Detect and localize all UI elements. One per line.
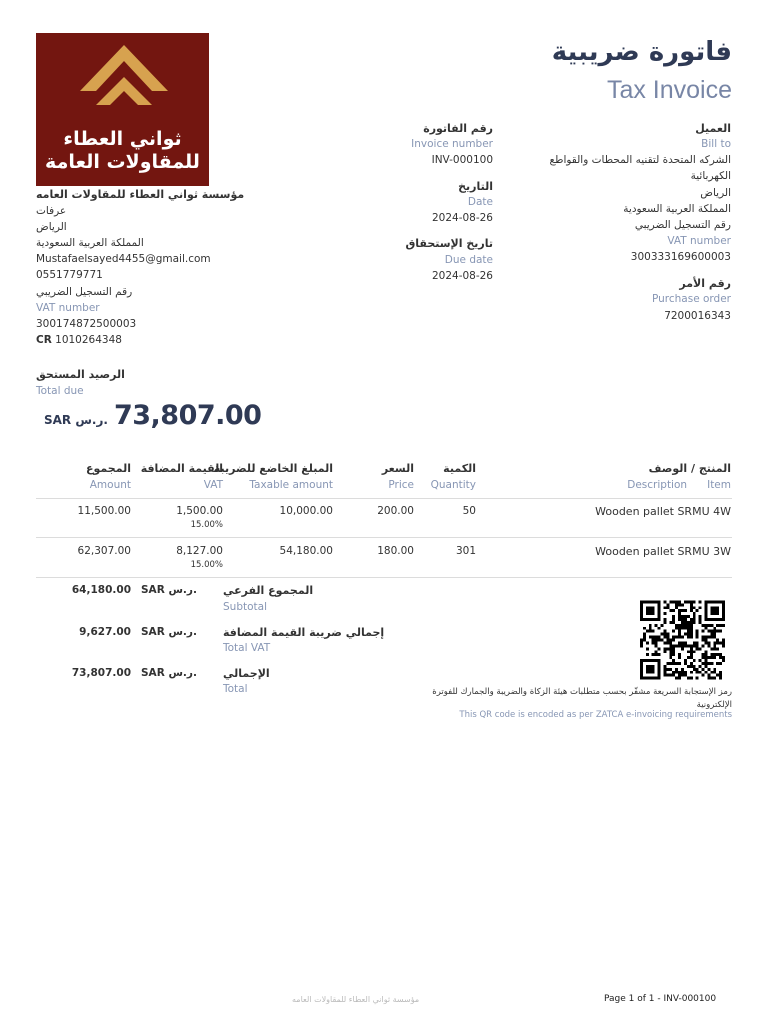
logo-text-line1: ثواني العطاء	[63, 128, 182, 150]
invoice-number-label-en: Invoice number	[411, 138, 493, 150]
total-due-amount: 73,807.00	[113, 400, 262, 431]
col-price-label-ar: السعر	[381, 462, 414, 475]
company-info	[36, 187, 244, 348]
row2-description: Wooden pallet SRMU 3W	[595, 545, 731, 558]
footer-company-name: مؤسسة ثواني العطاء للمقاولات العامه	[292, 995, 420, 1004]
row2-amount: 62,307.00	[77, 545, 131, 557]
subtotal-amount: 64,180.00	[71, 584, 131, 596]
invoice-due-label-ar: تاريخ الإستحقاق	[405, 237, 493, 250]
invoice-number: INV-000100	[431, 154, 493, 166]
company-vat-label-en: VAT number	[36, 301, 100, 314]
row1-price: 200.00	[377, 505, 414, 517]
bill-to-name-line1: الشركه المتحدة لتقنيه المحطات والقواطع	[549, 154, 731, 166]
grand-total-currency: SAR ر.س.	[141, 667, 197, 679]
row2-taxable: 54,180.00	[279, 545, 333, 557]
total-due-currency: SAR ر.س.	[44, 413, 108, 427]
invoice-date-label-en: Date	[467, 196, 493, 208]
bill-to-vat-label-ar: رقم التسجيل الضريبي	[634, 219, 731, 231]
title-english: Tax Invoice	[606, 76, 732, 104]
table-divider	[36, 498, 732, 499]
total-due-label-ar: الرصيد المستحق	[36, 368, 125, 381]
total-vat-label-ar: إجمالي ضريبة القيمة المضافة	[223, 626, 385, 639]
footer-page-number: Page 1 of 1 - INV-000100	[604, 994, 717, 1004]
invoice-due-date: 2024-08-26	[431, 270, 493, 282]
col-vat-label-en: VAT	[203, 479, 223, 491]
company-vat-number: 300174872500003	[36, 317, 137, 330]
total-vat-label-en: Total VAT	[223, 642, 271, 654]
row1-vat-rate: 15.00%	[190, 520, 223, 530]
row2-price: 180.00	[377, 545, 414, 557]
company-cr-label: CR	[36, 333, 52, 346]
subtotal-label-ar: المجموع الفرعي	[223, 584, 314, 597]
bill-to-label-ar: العميل	[695, 122, 731, 135]
po-label-en: Purchase order	[651, 293, 731, 305]
invoice-due-label-en: Due date	[444, 254, 493, 266]
company-country: المملكة العربية السعودية	[36, 237, 144, 250]
row1-quantity: 50	[462, 505, 476, 517]
grand-total-label-en: Total	[223, 683, 248, 695]
company-cr	[36, 332, 244, 348]
bill-to-city: الرياض	[700, 187, 731, 199]
row2-vat: 8,127.00	[176, 545, 223, 557]
row-divider	[36, 537, 732, 538]
zatca-qr-code-icon	[640, 600, 725, 680]
table-bottom-divider	[36, 577, 732, 578]
bill-to-country: المملكة العربية السعودية	[623, 203, 731, 215]
col-item-label-en	[627, 479, 731, 491]
title-arabic: فاتورة ضريبية	[551, 37, 732, 67]
total-due-label-en: Total due	[36, 385, 84, 397]
bill-to-vat-label-en: VAT number	[667, 235, 731, 247]
company-phone: 0551779771	[36, 269, 103, 282]
invoice-date: 2024-08-26	[431, 212, 493, 224]
bill-to-label-en: Bill to	[701, 138, 731, 150]
col-amount-label-ar: المجموع	[86, 462, 131, 475]
total-due	[44, 400, 261, 431]
bill-to-vat-number: 300333169600003	[630, 251, 731, 263]
col-item-label-ar: المنتج / الوصف	[648, 462, 731, 475]
row1-description: Wooden pallet SRMU 4W	[595, 505, 731, 518]
logo-mark-icon	[36, 33, 209, 128]
invoice-number-label-ar: رقم الفاتورة	[423, 122, 493, 135]
col-qty-label-ar: الكمية	[443, 462, 476, 475]
subtotal-currency: SAR ر.س.	[141, 584, 197, 596]
invoice-date-label-ar: التاريخ	[458, 180, 493, 193]
company-city: الرياض	[36, 221, 67, 234]
row1-vat: 1,500.00	[176, 505, 223, 517]
qr-note-en: This QR code is encoded as per ZATCA e-invoicing requirements	[459, 710, 732, 720]
company-cr-number: 1010264348	[55, 333, 122, 346]
grand-total-label-ar: الإجمالي	[223, 667, 270, 680]
total-vat-currency: SAR ر.س.	[141, 626, 197, 638]
col-vat-label-ar: القيمة المضافة	[140, 462, 223, 475]
subtotal-label-en: Subtotal	[223, 601, 267, 613]
total-vat-amount: 9,627.00	[79, 626, 131, 638]
row2-vat-rate: 15.00%	[190, 560, 223, 570]
po-label-ar: رقم الأمر	[679, 277, 731, 290]
col-item-desc-en: Description	[627, 479, 688, 491]
col-item-en: Item	[707, 479, 731, 491]
col-price-label-en: Price	[388, 479, 414, 491]
company-logo	[36, 33, 209, 186]
col-taxable-label-en: Taxable amount	[249, 479, 333, 491]
col-qty-label-en: Quantity	[430, 479, 476, 491]
company-email[interactable]: Mustafaelsayed4455@gmail.com	[36, 253, 211, 266]
col-taxable-label-ar: المبلغ الخاضع للضريبة	[213, 462, 333, 475]
company-vat-label-ar: رقم التسجيل الضريبي	[36, 285, 133, 298]
company-district: عرفات	[36, 205, 67, 218]
row2-quantity: 301	[455, 545, 476, 557]
grand-total-amount: 73,807.00	[71, 667, 131, 679]
company-name: مؤسسة ثواني العطاء للمقاولات العامه	[36, 188, 245, 201]
po-number: 7200016343	[664, 310, 731, 322]
logo-text-line2: للمقاولات العامة	[45, 151, 200, 173]
row1-amount: 11,500.00	[77, 505, 131, 517]
bill-to-name-line2: الكهربائية	[690, 170, 731, 182]
qr-note-ar: رمز الإستجابة السريعة مشفّر بحسب متطلبات هيئة الزكاة والضريبة والجمارك للفوترة الإلكترونية	[432, 687, 732, 710]
col-amount-label-en: Amount	[89, 479, 131, 491]
row1-taxable: 10,000.00	[279, 505, 333, 517]
